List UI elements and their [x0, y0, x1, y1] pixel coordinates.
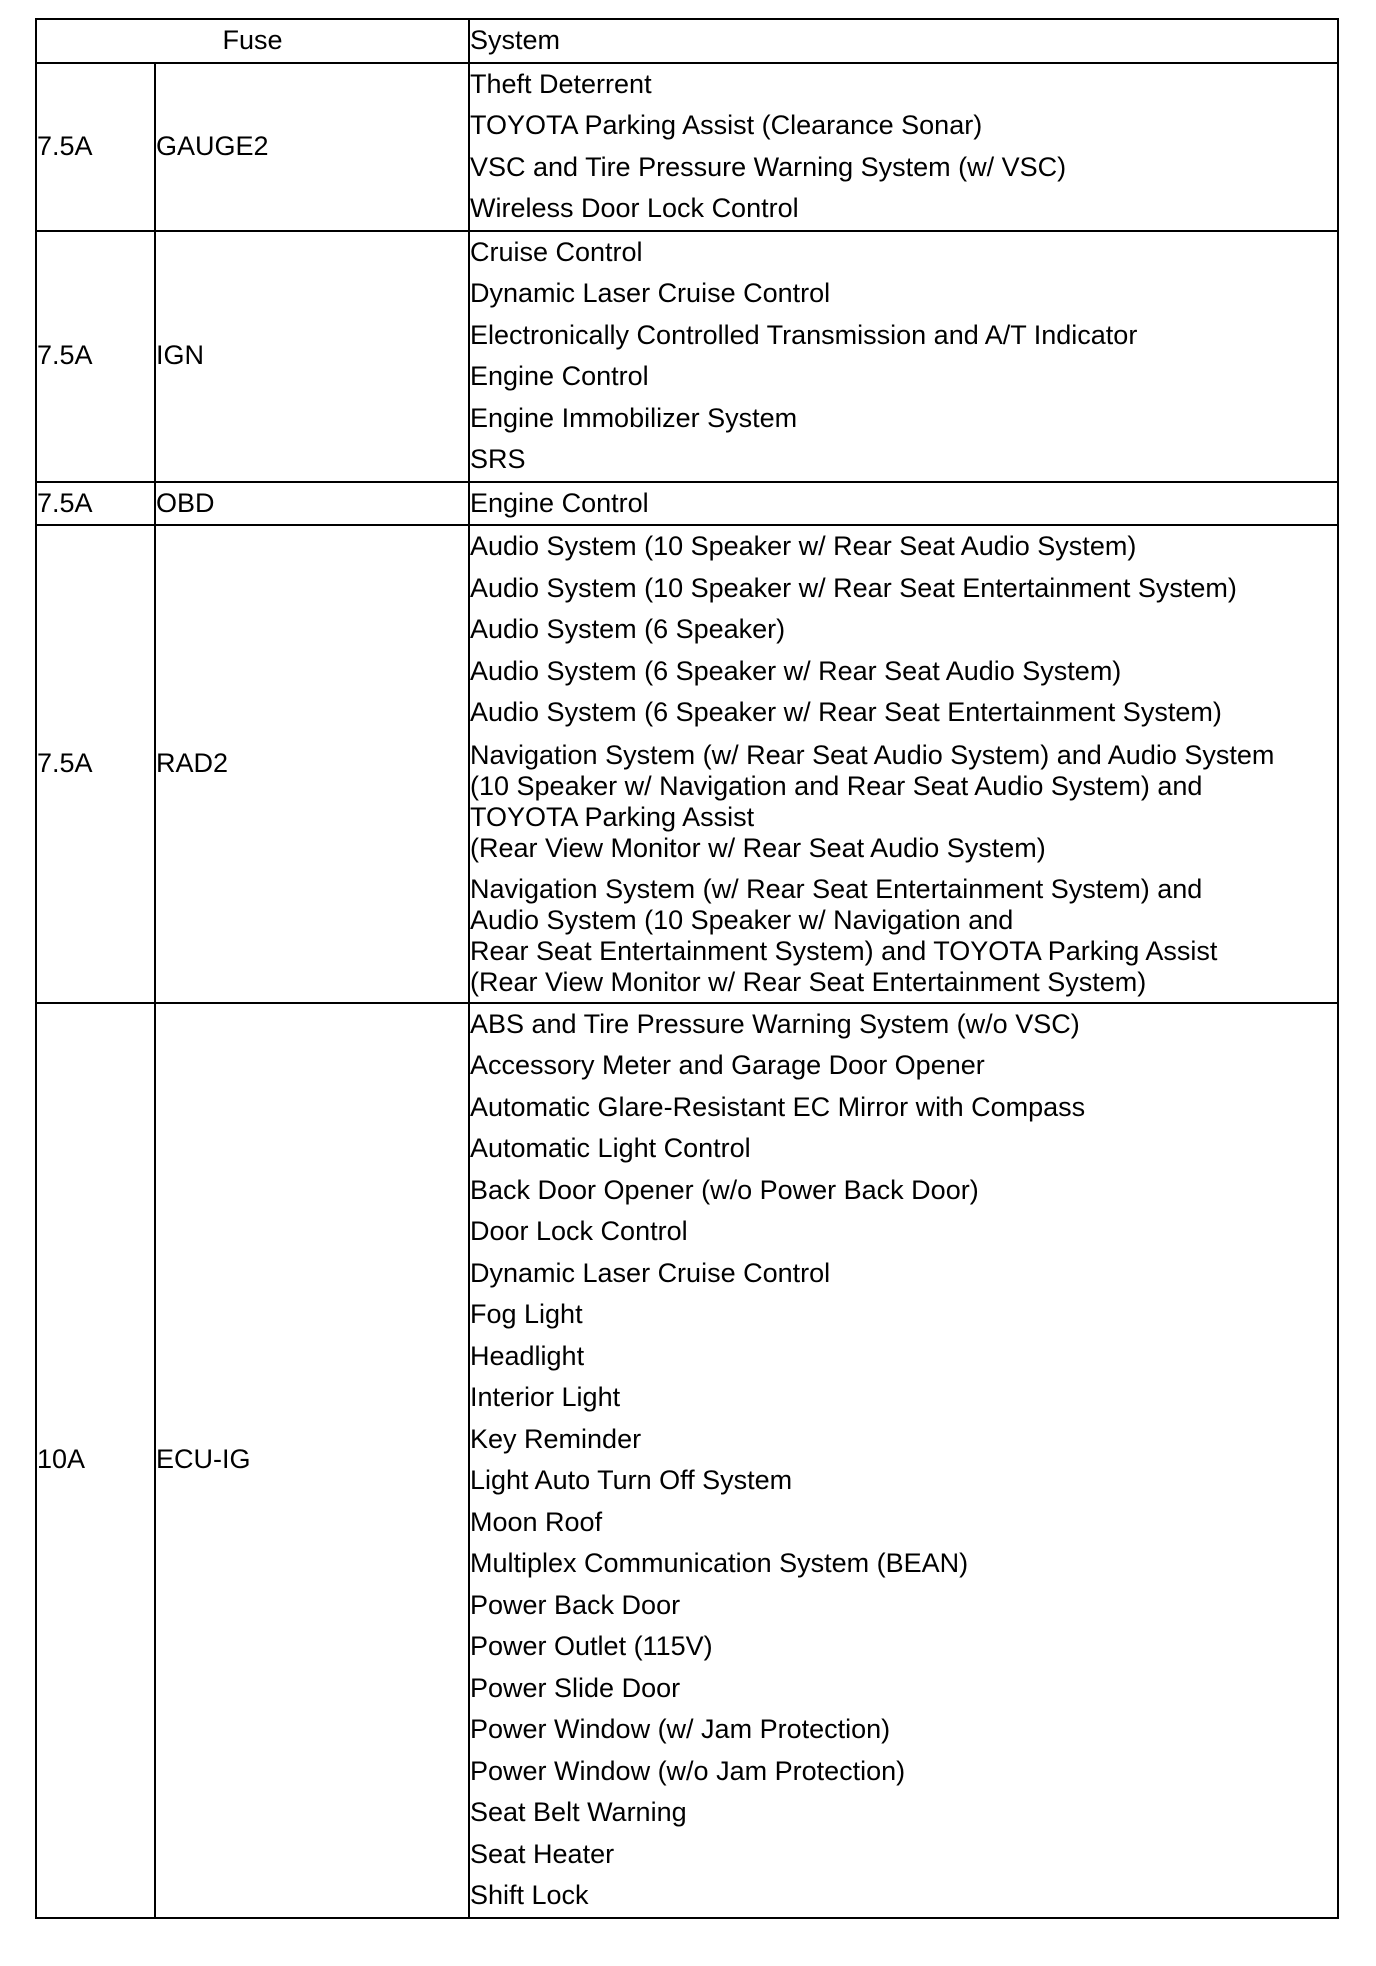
system-item: Key Reminder — [470, 1423, 642, 1454]
system-item: Dynamic Laser Cruise Control — [470, 1257, 831, 1288]
system-item: Multiplex Communication System (BEAN) — [470, 1548, 969, 1578]
fuse-name: GAUGE2 — [155, 63, 469, 231]
fuse-systems — [469, 63, 1338, 231]
fuse-name: OBD — [155, 482, 469, 526]
fuse-row-obd — [36, 482, 1338, 526]
system-item: Power Window (w/ Jam Protection) — [470, 1714, 891, 1744]
fuse-amperage: 7.5A — [36, 525, 155, 1003]
system-item: Engine Control — [470, 487, 649, 518]
fuse-systems — [469, 1003, 1338, 1918]
system-item: Seat Heater — [470, 1838, 615, 1869]
system-item: Seat Belt Warning — [470, 1797, 687, 1827]
system-item: Wireless Door Lock Control — [470, 193, 799, 223]
system-item: Accessory Meter and Garage Door Opener — [470, 1050, 985, 1080]
system-item: Theft Deterrent — [470, 68, 652, 99]
system-item: Power Outlet (115V) — [470, 1631, 713, 1661]
system-item: Dynamic Laser Cruise Control — [470, 278, 831, 308]
system-item: TOYOTA Parking Assist (Clearance Sonar) — [470, 110, 983, 140]
fuse-row-ecu-ig — [36, 1003, 1338, 1918]
system-item: Power Back Door — [470, 1589, 681, 1620]
system-item: ABS and Tire Pressure Warning System (w/o VSC) — [470, 1008, 1080, 1039]
fuse-name: IGN — [155, 231, 469, 482]
system-item: Audio System (6 Speaker w/ Rear Seat Audio System) — [470, 655, 1122, 686]
fuse-amperage: 7.5A — [36, 63, 155, 231]
system-item: Electronically Controlled Transmission and A/T Indicator — [470, 319, 1138, 350]
system-item: Automatic Glare-Resistant EC Mirror with Compass — [470, 1091, 1086, 1122]
system-item: Navigation System (w/ Rear Seat Entertainment System) and Audio System (10 Speaker w/ Navigation and Rear Seat Entertainment System) and TOYOTA Parking Assist (Rear View Monitor w/ Rear Seat Entertainment System) — [470, 873, 1218, 997]
fuse-name: ECU-IG — [155, 1003, 469, 1918]
fuse-systems — [469, 525, 1338, 1003]
fuse-amperage: 10A — [36, 1003, 155, 1918]
system-item: Headlight — [470, 1340, 585, 1371]
system-item: Light Auto Turn Off System — [470, 1465, 793, 1495]
header-system: System — [469, 19, 1338, 63]
fuse-amperage: 7.5A — [36, 482, 155, 526]
fuse-row-gauge2 — [36, 63, 1338, 231]
system-item: Moon Roof — [470, 1506, 603, 1537]
system-item: Navigation System (w/ Rear Seat Audio System) and Audio System (10 Speaker w/ Navigation and Rear Seat Audio System) and TOYOTA Parking Assist (Rear View Monitor w/ Rear Seat Audio System) — [470, 739, 1275, 863]
system-item: Cruise Control — [470, 236, 643, 267]
system-item: Engine Control — [470, 361, 649, 391]
fuse-amperage: 7.5A — [36, 231, 155, 482]
fuse-table — [35, 18, 1339, 1919]
system-item: Shift Lock — [470, 1880, 589, 1910]
system-item: Power Window (w/o Jam Protection) — [470, 1755, 906, 1786]
system-item: Door Lock Control — [470, 1216, 688, 1246]
system-item: VSC and Tire Pressure Warning System (w/ VSC) — [470, 151, 1067, 182]
system-item: Back Door Opener (w/o Power Back Door) — [470, 1174, 979, 1205]
system-item: Audio System (10 Speaker w/ Rear Seat Audio System) — [470, 531, 1137, 561]
header-row — [36, 19, 1338, 63]
system-item: Audio System (10 Speaker w/ Rear Seat Entertainment System) — [470, 572, 1237, 603]
system-item: Audio System (6 Speaker) — [470, 614, 786, 644]
fuse-systems — [469, 231, 1338, 482]
system-item: Interior Light — [470, 1382, 621, 1412]
system-item: Audio System (6 Speaker w/ Rear Seat Entertainment System) — [470, 697, 1222, 727]
system-item: Fog Light — [470, 1299, 583, 1329]
fuse-row-rad2 — [36, 525, 1338, 1003]
fuse-row-ign — [36, 231, 1338, 482]
system-item: Automatic Light Control — [470, 1133, 751, 1163]
system-item: Engine Immobilizer System — [470, 402, 798, 433]
system-item: Power Slide Door — [470, 1672, 681, 1703]
header-fuse: Fuse — [36, 19, 469, 63]
fuse-systems — [469, 482, 1338, 526]
system-item: SRS — [470, 444, 526, 474]
fuse-body — [36, 63, 1338, 1918]
fuse-name: RAD2 — [155, 525, 469, 1003]
